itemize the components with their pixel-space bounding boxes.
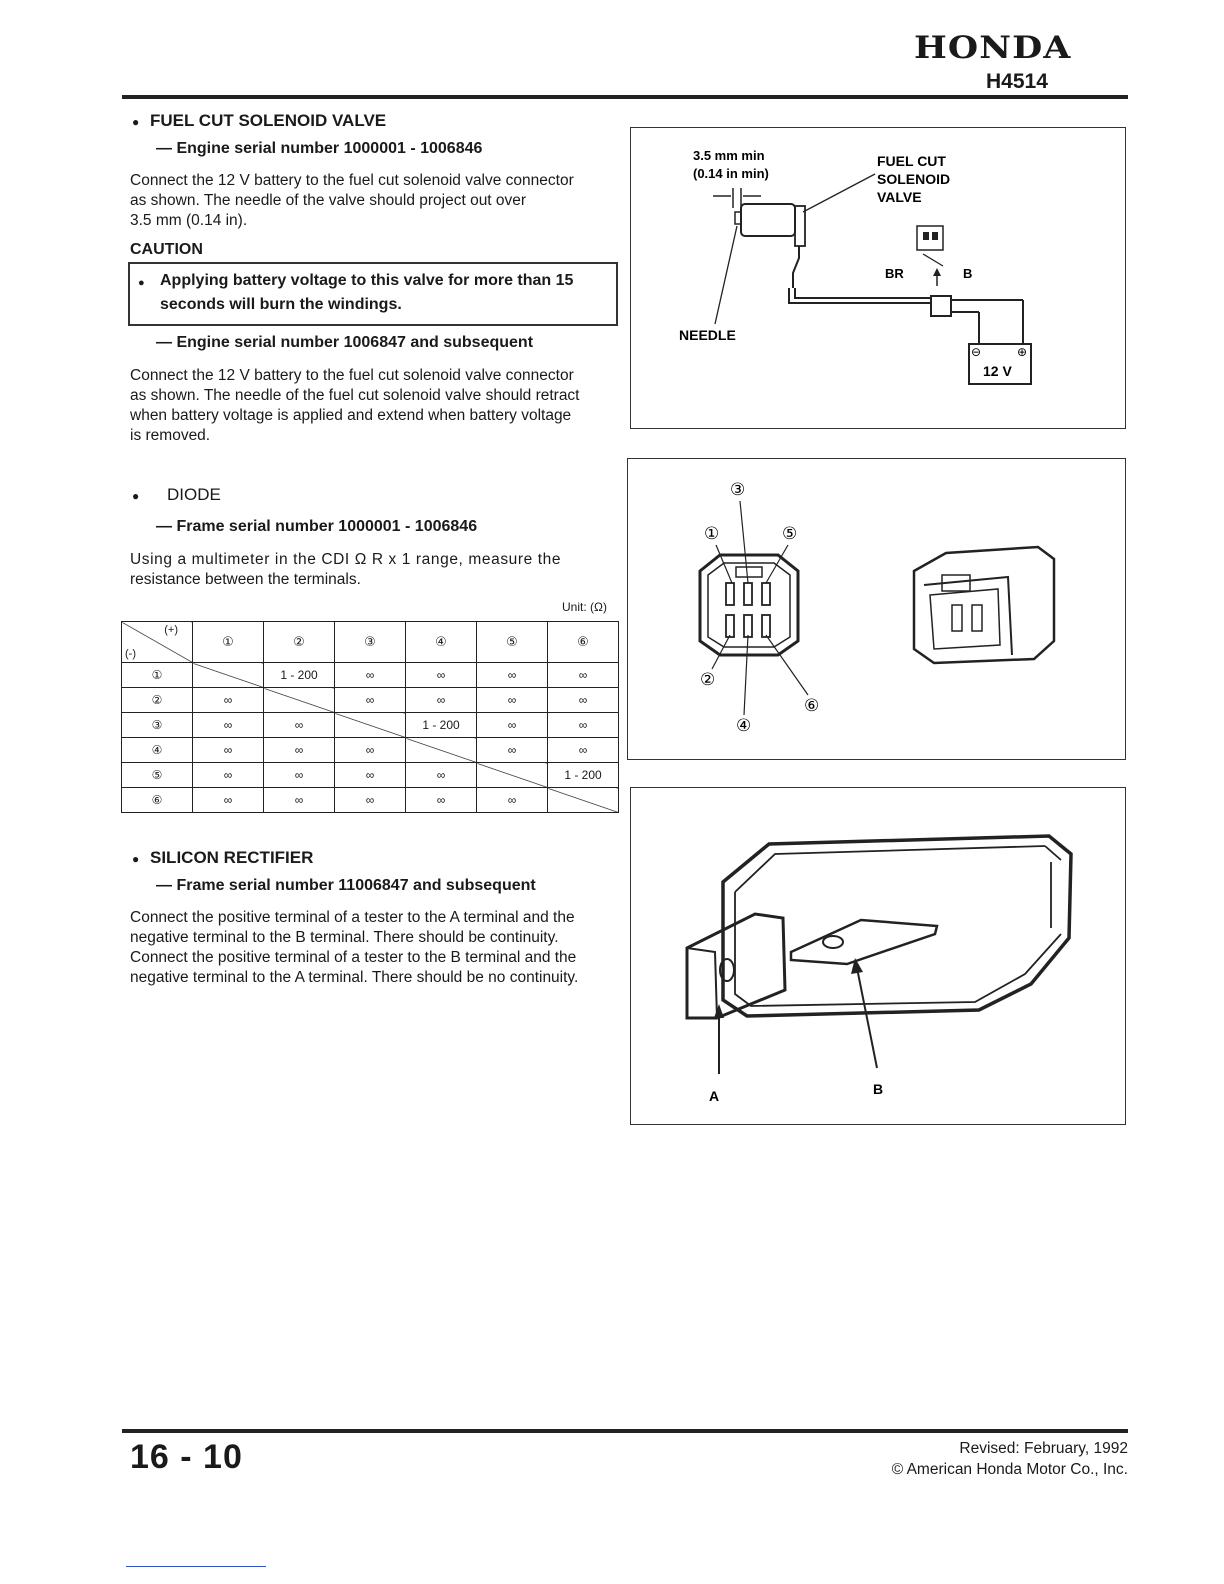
table-cell: 1 - 200 (406, 713, 477, 738)
row-header: ① (122, 663, 193, 688)
valve-label-2: SOLENOID (877, 171, 951, 187)
table-cell: ∞ (477, 788, 548, 813)
figure-fuel-cut-valve (630, 127, 1126, 429)
fuel-cut-paragraph-2: Connect the 12 V battery to the fuel cut solenoid valve connector as shown. The needle of the fuel cut solenoid valve should retract when battery voltage is applied and extend when battery voltage is removed. (130, 367, 580, 444)
table-cell (406, 738, 477, 763)
table-cell: ∞ (477, 688, 548, 713)
caution-bullet-icon: ● (138, 277, 145, 289)
table-cell: ∞ (335, 788, 406, 813)
battery-plus: ⊕ (1017, 345, 1028, 359)
bullet-icon: ● (132, 115, 140, 129)
terminal-label-6: ⑥ (804, 696, 820, 715)
table-header-row (122, 622, 619, 663)
caution-line-2: seconds will burn the windings. (160, 296, 402, 313)
terminal-a-label: A (709, 1088, 720, 1104)
bottom-link-line (126, 1566, 266, 1567)
valve-label-1: FUEL CUT (877, 153, 946, 169)
table-cell: ∞ (477, 663, 548, 688)
terminal-b-label: B (873, 1081, 884, 1097)
table-cell: 1 - 200 (548, 763, 619, 788)
table-cell: ∞ (335, 763, 406, 788)
table-cell: ∞ (406, 663, 477, 688)
fuel-cut-paragraph-1: Connect the 12 V battery to the fuel cut solenoid valve connector as shown. The needle of the valve should project out over 3.5 mm (0.14 in). (130, 172, 574, 229)
dim-label-1: 3.5 mm min (693, 148, 765, 163)
diode-paragraph: Using a multimeter in the CDI Ω R x 1 range, measure the resistance between the terminals. (130, 551, 562, 588)
row-header: ④ (122, 738, 193, 763)
table-cell: ∞ (477, 713, 548, 738)
revised-date: Revised: February, 1992 (959, 1440, 1128, 1457)
subsection-frame-serial: — Frame serial number 1000001 - 1006846 (156, 518, 478, 535)
table-cell: ∞ (193, 688, 264, 713)
table-row (122, 688, 619, 713)
valve-label-3: VALVE (877, 189, 922, 205)
column-header: ③ (335, 622, 406, 663)
table-cell: ∞ (193, 763, 264, 788)
battery-voltage: 12 V (983, 363, 1012, 379)
unit-label: Unit: (Ω) (562, 600, 607, 614)
table-cell: ∞ (548, 688, 619, 713)
table-cell: ∞ (406, 688, 477, 713)
table-cell: ∞ (335, 688, 406, 713)
rectifier-diagram (631, 788, 1125, 1124)
caution-label: CAUTION (130, 241, 203, 258)
diode-diagram (628, 459, 1125, 759)
row-header: ⑥ (122, 788, 193, 813)
column-header: ④ (406, 622, 477, 663)
figure-rectifier (630, 787, 1126, 1125)
terminal-label-2: ② (700, 670, 716, 689)
section-title-fuel-cut: FUEL CUT SOLENOID VALVE (150, 111, 387, 130)
table-cell: ∞ (335, 738, 406, 763)
table-row (122, 763, 619, 788)
table-row (122, 713, 619, 738)
subsection-frame-serial-2: — Frame serial number 11006847 and subsequent (156, 877, 536, 894)
terminal-label-1: ① (704, 524, 720, 543)
table-cell: ∞ (548, 663, 619, 688)
bullet-icon: ● (132, 852, 140, 866)
table-cell: ∞ (477, 738, 548, 763)
section-title-diode: DIODE (167, 485, 221, 504)
needle-label: NEEDLE (679, 327, 736, 343)
row-header: ③ (122, 713, 193, 738)
column-header: ① (193, 622, 264, 663)
caution-box (128, 262, 618, 326)
table-cell: ∞ (406, 788, 477, 813)
battery-minus: ⊖ (971, 345, 982, 359)
table-cell: ∞ (548, 713, 619, 738)
table-cell (548, 788, 619, 813)
table-row (122, 788, 619, 813)
bullet-icon: ● (132, 489, 140, 503)
rectifier-paragraph: Connect the positive terminal of a tester to the A terminal and the negative terminal to the B terminal. There should be continuity. Connect the positive terminal of a tester to the B terminal and the negative terminal to the A terminal. There should be no continuity. (130, 909, 579, 986)
column-header: ⑥ (548, 622, 619, 663)
table-row (122, 738, 619, 763)
table-cell (193, 663, 264, 688)
table-cell: ∞ (264, 738, 335, 763)
rectifier-body-icon (723, 836, 1071, 1016)
table-corner: (+) (-) (122, 622, 193, 663)
caution-line-1: Applying battery voltage to this valve for more than 15 (160, 272, 574, 289)
subsection-engine-serial-2: — Engine serial number 1006847 and subsequent (156, 334, 534, 351)
valve-body (741, 204, 795, 236)
honda-logo: HONDA (914, 30, 1072, 66)
table-cell (264, 688, 335, 713)
row-header: ⑤ (122, 763, 193, 788)
column-header: ⑤ (477, 622, 548, 663)
fuel-cut-diagram (631, 128, 1125, 428)
table-cell: ∞ (264, 713, 335, 738)
wire-label-br: BR (885, 266, 904, 281)
wire-label-b: B (963, 266, 973, 281)
terminal-label-5: ⑤ (782, 524, 798, 543)
figure-diode-connector (627, 458, 1126, 760)
terminal-label-3: ③ (730, 480, 746, 499)
footer-rule (122, 1429, 1128, 1433)
terminal-label-4: ④ (736, 716, 752, 735)
table-cell: 1 - 200 (264, 663, 335, 688)
table-cell: ∞ (193, 788, 264, 813)
table-cell (477, 763, 548, 788)
header-rule (122, 95, 1128, 99)
row-header: ② (122, 688, 193, 713)
table-cell: ∞ (548, 738, 619, 763)
column-header: ② (264, 622, 335, 663)
table-row (122, 663, 619, 688)
diode-resistance-table (121, 621, 619, 813)
table-cell: ∞ (264, 788, 335, 813)
table-cell: ∞ (335, 663, 406, 688)
copyright: © American Honda Motor Co., Inc. (891, 1461, 1128, 1478)
table-cell: ∞ (264, 763, 335, 788)
inline-connector (931, 296, 951, 316)
subsection-engine-serial-1: — Engine serial number 1000001 - 1006846 (156, 140, 483, 157)
table-cell: ∞ (193, 713, 264, 738)
table-cell (335, 713, 406, 738)
page-number: 16 - 10 (130, 1438, 243, 1476)
section-title-rectifier: SILICON RECTIFIER (150, 848, 314, 867)
connector-icon (917, 226, 943, 250)
dim-label-2: (0.14 in min) (693, 166, 769, 181)
table-cell: ∞ (406, 763, 477, 788)
table-cell: ∞ (193, 738, 264, 763)
document-code: H4514 (986, 70, 1048, 93)
